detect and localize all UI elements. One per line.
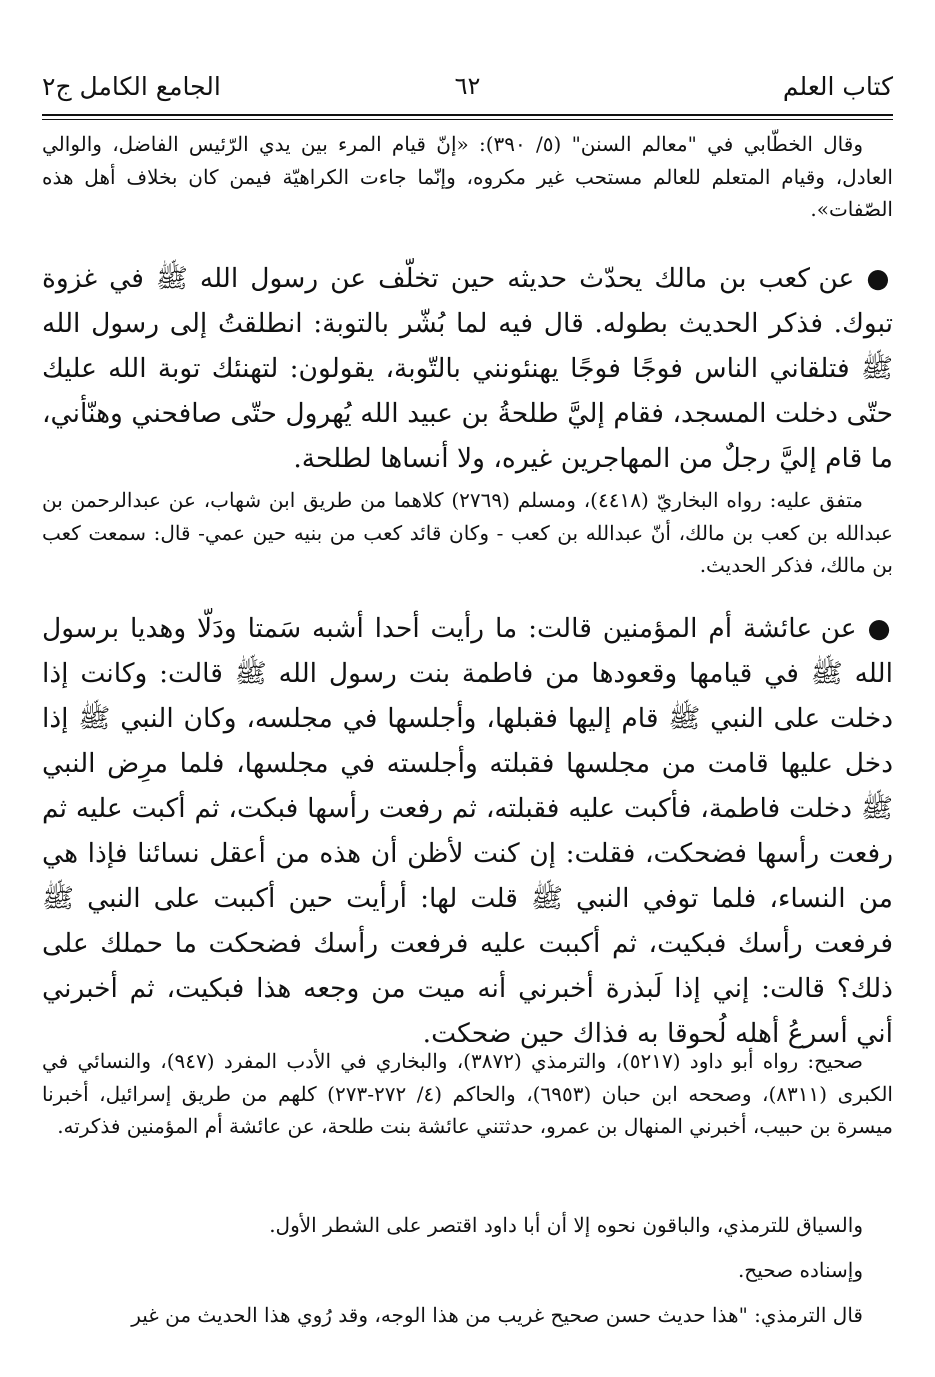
hadith-aisha [42,606,893,1056]
note-isnad: وإسناده صحيح. [737,1258,863,1282]
header-rule-thin [42,119,893,120]
header-rule-thick [42,114,893,116]
collection-title: الجامع الكامل ج٢ [42,72,221,101]
book-title: كتاب العلم [782,72,893,101]
note-context: والسياق للترمذي، والباقون نحوه إلا أن أبا داود اقتصر على الشطر الأول. [269,1213,863,1237]
hadith-kaab [42,256,893,481]
takhrij-aisha: صحيح: رواه أبو داود (٥٢١٧)، والترمذي (٣٨٧٢)، والبخاري في الأدب المفرد (٩٤٧)، والنسائي في الكبرى (٨٣١١)، وصححه ابن حبان (٦٩٥٣)، والحاكم (٤/ ٢٧٢-٢٧٣) كلهم من طريق إسرائيل، أخبرنا ميسرة بن حبيب، أخبرني المنهال بن عمرو، حدثتني عائشة بنت طلحة، عن عائشة أم المؤمنين فذكرته. [42,1049,893,1139]
hadith-aisha-text: عن عائشة أم المؤمنين قالت: ما رأيت أحدا أشبه سَمتا ودَلّا وهديا برسول الله ﷺ في قيامها وقعودها من فاطمة بنت رسول الله ﷺ قالت: وكانت إذا دخلت على النبي ﷺ قام إليها فقبلها، وأجلسها في مجلسه، وكان النبي ﷺ إذا دخل عليها قامت من مجلسها فقبلته وأجلسته في مجلسها، فلما مرِض النبي ﷺ دخلت فاطمة، فأكبت عليه فقبلته، ثم رفعت رأسها فبكت، ثم أكبت عليه ثم رفعت رأسها فضحكت، فقلت: إن كنت لأظن أن هذه من أعقل نسائنا فإذا هي من النساء، فلما توفي النبي ﷺ قلت لها: أرأيت حين أكببت على النبي ﷺ فرفعت رأسك فبكيت، ثم أكببت عليه فرفعت رأسك فضحكت ما حملك على ذلك؟ قالت: إني إذا لَبذرة أخبرني أنه ميت من وجعه هذا فبكيت، ثم أخبرني أني أسرعُ أهله لُحوقا به فذاك حين ضحكت. [42,613,893,1049]
page-header [42,72,893,112]
khattabi-quote: وقال الخطّابي في "معالم السنن" (٥/ ٣٩٠): «إنّ قيام المرء بين يدي الرّئيس الفاضل، والوالي العادل، وقيام المتعلم للعالم مستحب غير مكروه، وإنّما جاءت الكراهيّة فيمن كان بخلاف أهل هذه الصّفات». [42,132,893,222]
bullet-icon: ● [867,613,894,644]
takhrij-kaab: متفق عليه: رواه البخاريّ (٤٤١٨)، ومسلم (٢٧٦٩) كلاهما من طريق ابن شهاب، عن عبدالرحمن بن عبدالله بن كعب بن مالك، أنّ عبدالله بن كعب - وكان قائد كعب من بنيه حين عمي- قال: سمعت كعب بن مالك، فذكر الحديث. [42,488,893,578]
page-number: ٦٢ [454,72,481,100]
note-tirmidhi: قال الترمذي: "هذا حديث حسن صحيح غريب من هذا الوجه، وقد رُوي هذا الحديث من غير [131,1303,863,1327]
hadith-kaab-text: عن كعب بن مالك يحدّث حديثه حين تخلّف عن رسول الله ﷺ في غزوة تبوك. فذكر الحديث بطوله. قال فيه لما بُشّر بالتوبة: انطلقتُ إلى رسول الله ﷺ فتلقاني الناس فوجًا فوجًا يهنئونني بالتّوبة، يقولون: لتهنئك توبة الله عليك حتّى دخلت المسجد، فقام إليَّ طلحةُ بن عبيد الله يُهرول حتّى صافحني وهنّأني، ما قام إليَّ رجلٌ من المهاجرين غيره، ولا أنساها لطلحة. [42,263,893,474]
bullet-icon: ● [866,263,893,294]
